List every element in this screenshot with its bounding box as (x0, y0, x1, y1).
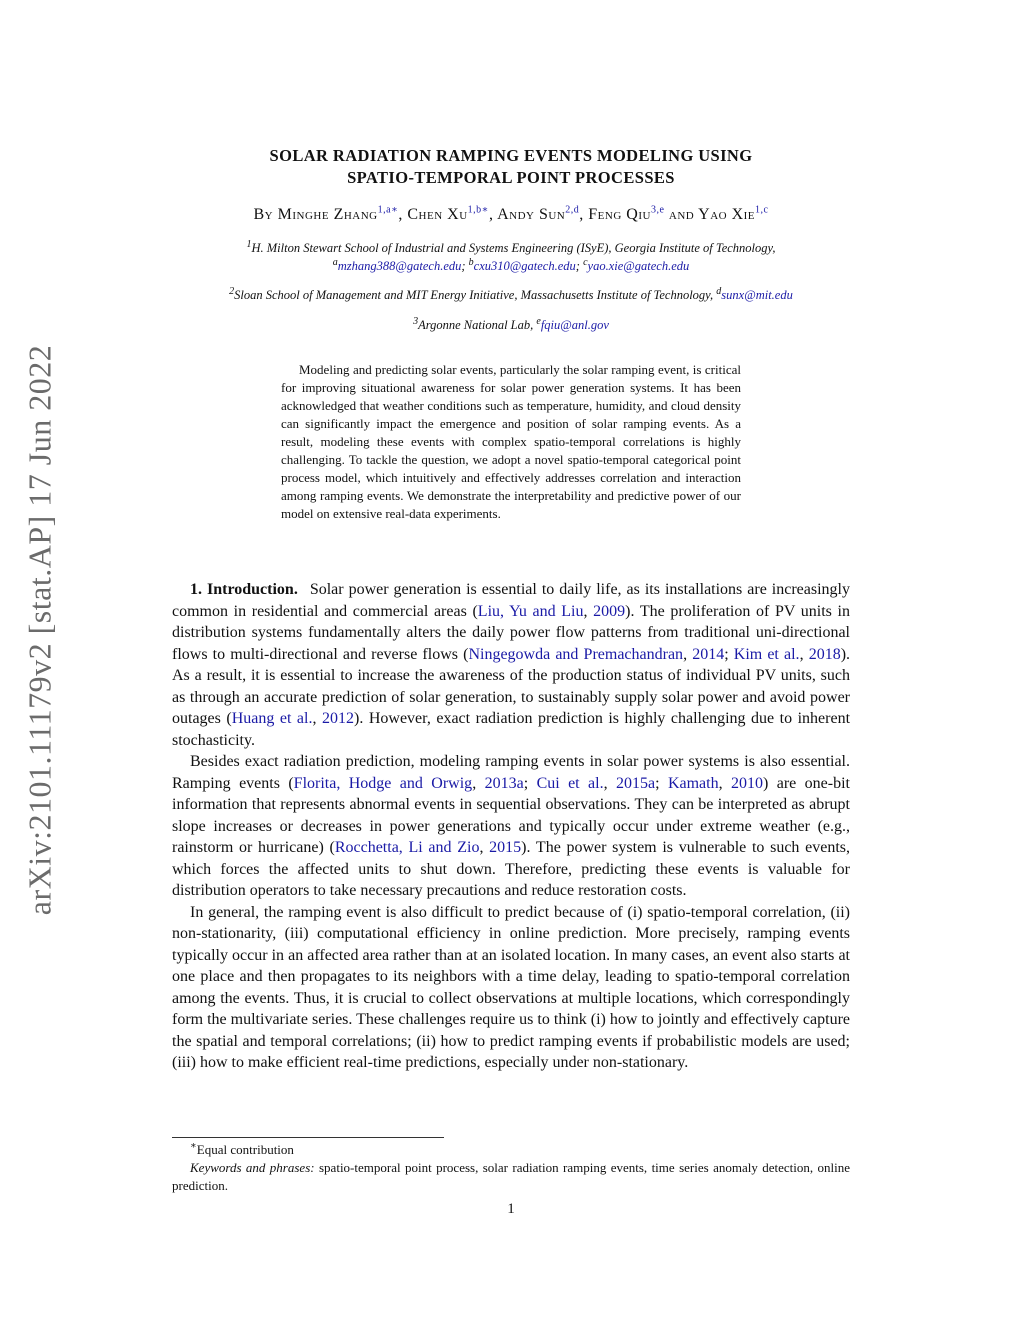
email-link-c[interactable]: yao.xie@gatech.edu (587, 259, 690, 273)
intro-paragraph-1-body (172, 581, 850, 749)
email-e-sup: e (536, 315, 541, 327)
affiliation-2 (172, 286, 850, 304)
author-separator: and (664, 206, 699, 223)
citation-link[interactable]: 2010 (731, 774, 764, 792)
citation-link[interactable]: 2013a (484, 774, 524, 792)
title-line-1: SOLAR RADIATION RAMPING EVENTS MODELING USING (269, 146, 753, 165)
keywords-label: Keywords and phrases: (190, 1160, 315, 1175)
citation-link[interactable]: Huang et al. (231, 710, 313, 727)
citation-link[interactable]: Rocchetta, Li and Zio (334, 839, 480, 856)
introduction-section (172, 579, 850, 1074)
footnote-keywords (172, 1159, 850, 1195)
affiliation-3 (172, 316, 850, 334)
paragraph-text: ; (655, 774, 668, 792)
paragraph-text: ). However, exact radiation prediction is highly challenging due to inherent stochasticity. (172, 710, 851, 749)
footnote-equal-text: Equal contribution (196, 1142, 294, 1157)
email-b-sup: b (468, 256, 474, 268)
author-separator: , (579, 206, 589, 223)
citation-link[interactable]: Ningegowda and Premachandran (468, 645, 684, 663)
paragraph-text: , (312, 710, 322, 727)
paragraph-text: Solar power generation is essential to daily life, as its installations are increasingly common in residential and commercial areas ( (172, 581, 850, 620)
author-affiliation-sup: 3,e (650, 204, 665, 216)
author-name: Chen Xu (407, 206, 468, 223)
citation-link[interactable]: Florita, Hodge and Orwig (293, 774, 473, 792)
intro-paragraph-2 (172, 751, 850, 902)
citation-link[interactable]: 2012 (322, 710, 354, 727)
affiliation-1: $^1$H. Milton Stewart School of Industrial and Systems Engineering (ISyE), Georgia Institute of Technology, $^a$mzhang388@gatech.edu; $^b$cxu310@gatech.edu; $^c$yao.xie@gatech.edu (246, 238, 776, 273)
citation-link[interactable]: Kamath (667, 774, 719, 792)
section-heading: 1. Introduction. (190, 581, 298, 598)
paragraph-text: , (683, 645, 693, 663)
email-a-sup: a (332, 256, 338, 268)
paragraph-text: ; (724, 645, 734, 663)
citation-link[interactable]: Kim et al. (733, 645, 800, 663)
citation-link[interactable]: 2015a (615, 774, 656, 792)
page-number: 1 (507, 1201, 515, 1217)
title-line-2: SPATIO-TEMPORAL POINT PROCESSES (347, 168, 675, 187)
footnote-equal-contribution (172, 1141, 850, 1159)
email-link-b[interactable]: cxu310@gatech.edu (473, 259, 576, 273)
citation-link[interactable]: 2009 (593, 602, 626, 620)
footnotes (172, 1141, 850, 1195)
paragraph-text: , (472, 774, 485, 792)
arxiv-sidebar-stamp (10, 280, 70, 980)
author-affiliation-sup: 1,a∗ (377, 204, 399, 216)
affiliation-3-sup: 3 (413, 315, 419, 327)
paragraph-text: ). As a result, it is essential to increase the awareness of the production status of individual PV units, such as through an accurate prediction of solar generation, to sustainably supply solar power and avoid power outages ( (172, 645, 851, 727)
paragraph-text: ). The power system is vulnerable to such events, which forces the affected units to shut down. Therefore, predicting these events is valuable for distribution operators to take necessary precautions and reduce restoration costs. (172, 839, 851, 899)
paragraph-text: ; (523, 774, 537, 792)
affiliation-1-sup: 1 (246, 238, 252, 250)
footnote-rule (172, 1137, 444, 1138)
author-separator: , (398, 206, 408, 223)
arxiv-id-text: arXiv:2101.11179v2 [stat.AP] 17 Jun 2022 (21, 344, 58, 916)
intro-paragraph-1 (172, 579, 850, 751)
paragraph-text: , (603, 774, 616, 792)
paragraph-text: Besides exact radiation prediction, modeling ramping events in solar power systems is also essential. Ramping events ( (172, 753, 850, 792)
email-link-a[interactable]: mzhang388@gatech.edu (337, 259, 462, 273)
keywords-text: spatio-temporal point process, solar radiation ramping events, time series anomaly detection, online prediction. (172, 1160, 851, 1193)
citation-link[interactable]: 2018 (808, 645, 841, 663)
email-link-e[interactable]: fqiu@anl.gov (540, 318, 609, 332)
author-names (278, 206, 769, 223)
abstract: Modeling and predicting solar events, particularly the solar ramping event, is critical for improving situational awareness for solar power generation systems. It has been acknowledged that weather conditions such as temperature, humidity, and cloud density can significantly impact the emergence and position of solar ramping events. As a result, modeling these events with complex spatio-temporal correlations is highly challenging. To tackle the question, we adopt a novel spatio-temporal categorical point process model, which intuitively and effectively addresses correlation and interaction among ramping events. We demonstrate the interpretability and predictive power of our model on extensive real-data experiments. (281, 362, 741, 521)
author-name: Minghe Zhang (277, 206, 378, 223)
affiliation-3-text: Argonne National Lab, (418, 318, 534, 332)
author-affiliation-sup: 1,b∗ (467, 204, 489, 216)
author-affiliation-sup: 2,d (565, 204, 580, 216)
paragraph-text: , (799, 645, 809, 663)
email-d-sup: d (716, 285, 722, 297)
email-c-sup: c (583, 256, 588, 268)
author-name: Andy Sun (497, 206, 566, 223)
paragraph-text: ) are one-bit information that represents abnormal events in sequential observations. They can be interpreted as abrupt slope increases or decreases in power generations and typically occur under extreme weather (e.g., rainstorm or hurricane) ( (172, 774, 850, 856)
author-affiliation-sup: 1,c (755, 204, 769, 216)
paragraph-text: ). The proliferation of PV units in distribution systems fundamentally alters the daily power flow patterns from traditional uni-directional flows to multi-directional and reverse flows ( (172, 602, 850, 663)
paragraph-text: , (583, 602, 594, 620)
paragraph-text: , (479, 839, 490, 856)
citation-link[interactable]: Liu, Yu and Liu (477, 602, 584, 620)
affiliation-2-sup: 2 (229, 285, 235, 297)
citation-link[interactable]: 2014 (692, 645, 725, 663)
email-link-d[interactable]: sunx@mit.edu (721, 288, 793, 302)
author-list (172, 206, 850, 224)
authors-by: By (253, 206, 274, 223)
author-name: Feng Qiu (588, 206, 651, 223)
author-name: Yao Xie (698, 206, 756, 223)
paper-title (172, 145, 850, 189)
affiliation-1-text: H. Milton Stewart School of Industrial and Systems Engineering (ISyE), Georgia Institute of Technology, (251, 241, 776, 255)
intro-paragraph-3: In general, the ramping event is also difficult to predict because of (i) spatio-temporal correlation, (ii) non-stationarity, (iii) computational efficiency in online prediction. More precisely, ramping events typically occur in an affected area rather than at an isolated location. In many cases, an event also starts at one place and then propagates to its neighbors with a time delay, leading to spatio-temporal correlation among the events. Thus, it is crucial to collect observations at multiple locations, which correspondingly form the multivariate series. These challenges require us to think (i) how to jointly and effectively capture the spatial and temporal correlations; (ii) how to predict ramping events if probabilistic models are used; (iii) how to make efficient real-time predictions, especially under non-stationary. (172, 903, 850, 1071)
citation-link[interactable]: Cui et al. (536, 774, 604, 792)
author-separator: , (488, 206, 498, 223)
footnote-marker: ∗ (190, 1140, 197, 1152)
paragraph-text: , (718, 774, 732, 792)
citation-link[interactable]: 2015 (489, 839, 522, 856)
affiliation-2-text: Sloan School of Management and MIT Energy Initiative, Massachusetts Institute of Technology, (234, 288, 714, 302)
